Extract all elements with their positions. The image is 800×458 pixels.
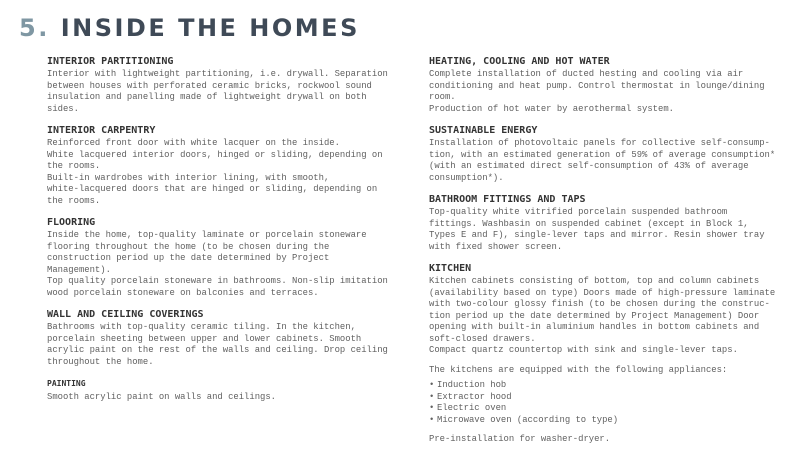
list-item: • Microwave oven (according to type): [429, 414, 619, 425]
interior-carpentry-section: [47, 125, 392, 207]
paragraph-line: fittings. Washbasin on suspended cabinet (except in Block 1,: [429, 218, 749, 229]
paragraph-line: sides.: [47, 103, 79, 114]
paragraph-line: throughout the home.: [47, 356, 154, 367]
paragraph-line: White lacquered interior doors, hinged or sliding, depending on: [47, 149, 383, 160]
paragraph-line: Interior with lightweight partitioning, i.e. drywall. Separation: [47, 69, 388, 79]
paragraph-line: the rooms.: [47, 195, 101, 206]
section-heading: INTERIOR PARTITIONING: [47, 56, 174, 67]
paragraph-line: conditioning and heat pump. Control thermostat in lounge/dining: [429, 80, 765, 91]
section-heading: HEATING, COOLING AND HOT WATER: [429, 56, 610, 67]
flooring-section: [47, 217, 392, 299]
paragraph-line: Inside the home, top-quality laminate or porcelain stoneware: [47, 230, 367, 240]
appliances-intro: The kitchens are equipped with the following appliances:: [429, 364, 728, 375]
paragraph-line: the rooms.: [47, 161, 101, 171]
paragraph-line: porcelain sheeting between upper and lower cabinets. Smooth: [47, 333, 362, 344]
paragraph-line: wood porcelain stoneware on balconies and terraces.: [47, 287, 319, 298]
paragraph-line: Reinforced front door with white lacquer on the inside.: [47, 138, 340, 148]
bullet-icon: •: [429, 380, 435, 390]
section-number: 5.: [19, 14, 50, 42]
paragraph-line: Management).: [47, 264, 111, 275]
paragraph-line: Compact quartz countertop with sink and single-lever taps.: [429, 345, 738, 355]
paragraph-line: consumption*).: [429, 172, 504, 183]
painting-section: [47, 378, 392, 404]
paragraph-line: Complete installation of ducted hesting and cooling via air: [429, 69, 744, 79]
heating-section: [429, 56, 774, 115]
interior-partitioning-section: [47, 56, 392, 115]
paragraph-line: construction period up the date determined by Project: [47, 253, 330, 263]
paragraph-line: opening with built-in aluminium handles in bottom cabinets and: [429, 322, 760, 332]
paragraph-line: Types E and F), single-lever taps and mirror. Resin shower tray: [429, 230, 765, 240]
paragraph-line: tion, with an estimated generation of 59% of average consumption*: [429, 149, 776, 160]
paragraph-line: Top-quality white vitrified porcelain suspended bathroom: [429, 207, 728, 217]
paragraph-line: Built-in wardrobes with interior lining, with smooth,: [47, 172, 330, 183]
sustainable-energy-section: [429, 125, 774, 184]
section-title: INSIDE THE HOMES: [60, 14, 360, 42]
section-heading: INTERIOR CARPENTRY: [47, 125, 156, 136]
section-heading: FLOORING: [47, 217, 96, 228]
paragraph-line: Kitchen cabinets consisting of bottom, top and column cabinets: [429, 276, 760, 286]
paragraph-line: with fixed shower screen.: [429, 241, 563, 252]
section-heading: SUSTAINABLE ENERGY: [429, 125, 538, 136]
page-title: [19, 14, 360, 42]
paragraph-line: insulation and panelling made of lightweight drywall on both: [47, 92, 367, 102]
kitchen-footer-note: Pre-installation for washer-dryer.: [429, 434, 611, 444]
kitchen-section: [429, 263, 774, 446]
paragraph-line: Installation of photovoltaic panels for collective self-consump-: [429, 138, 770, 148]
section-heading: KITCHEN: [429, 263, 472, 274]
bullet-icon: •: [429, 403, 435, 413]
list-item: • Electric oven: [429, 403, 507, 413]
paragraph-line: Smooth acrylic paint on walls and ceilings.: [47, 392, 277, 402]
paragraph-line: Top quality porcelain stoneware in bathrooms. Non-slip imitation: [47, 276, 388, 286]
bullet-icon: •: [429, 414, 435, 425]
paragraph-line: white-lacquered doors that are hinged or sliding, depending on: [47, 184, 378, 194]
paragraph-line: soft-closed drawers.: [429, 333, 536, 344]
paragraph-line: flooring throughout the home (to be chosen during the: [47, 241, 330, 252]
paragraph-line: room.: [429, 92, 456, 102]
paragraph-line: between houses with perforated ceramic bricks, rockwool sound: [47, 80, 372, 91]
left-column: [47, 54, 392, 414]
paragraph-line: tion period up the date determined by Project Management) Door: [429, 310, 760, 321]
paragraph-line: Production of hot water by aerothermal system.: [429, 103, 674, 114]
list-item: • Induction hob: [429, 380, 507, 390]
section-heading: PAINTING: [47, 379, 86, 388]
appliance-list: [429, 380, 774, 426]
paragraph-line: (with an estimated direct self-consumption of 43% of average: [429, 161, 749, 171]
section-heading: WALL AND CEILING COVERINGS: [47, 309, 204, 320]
paragraph-line: with two-colour glossy finish (to be chosen during the construc-: [429, 299, 770, 309]
section-heading: BATHROOM FITTINGS AND TAPS: [429, 194, 586, 205]
bullet-icon: •: [429, 391, 435, 402]
right-column: [429, 54, 774, 456]
list-item: • Extractor hood: [429, 391, 512, 402]
bathroom-section: [429, 194, 774, 253]
wall-ceiling-section: [47, 309, 392, 368]
paragraph-line: Bathrooms with top-quality ceramic tiling. In the kitchen,: [47, 322, 356, 332]
paragraph-line: (availability based on type) Doors made of high-pressure laminate: [429, 287, 776, 298]
paragraph-line: acrylic paint on the rest of the walls and ceiling. Drop ceiling: [47, 345, 388, 355]
